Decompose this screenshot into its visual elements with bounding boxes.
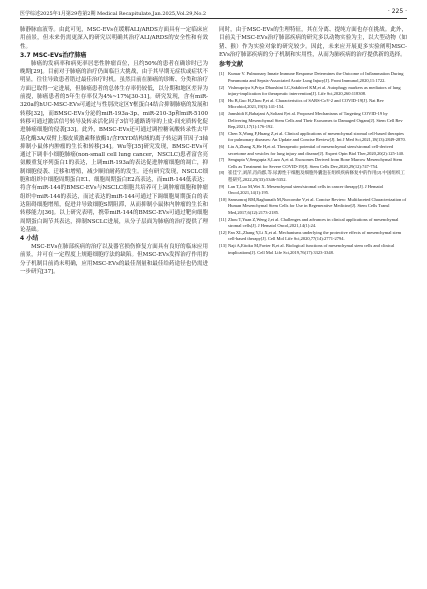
reference-item: [13] Naji A,Eitoku M,Favier B,et al. Biological functions of mesenchymal stem cells and clinical implications[J]. Cell Mol Life Sci,2019,76(17):3323-3348.: [219, 242, 395, 255]
section-3-7-title: 3.7 MSC-EVs治疗肺癌: [20, 51, 87, 59]
right-column: [219, 26, 407, 256]
reference-item: [2] Vishnupriya S,Priya Dharshini LC,Sakthivel KM,et al. Autophagy markers as mediators of lung injury-implication for therapeutic intervention[J]. Life Sci,2020,260:118308.: [219, 84, 401, 97]
reference-item: [9] Lan T,Luo M,Wei X. Mesenchymal stem/stromal cells in cancer therapy[J]. J Hematol Oncol,2021,14(1):195.: [219, 183, 384, 196]
reference-item: [4] Jamshidi E,Babajani A,Soltani P,et al. Proposed Mechanisms of Targeting COVID-19 by Delivering Mesenchymal Stem Cells and Their Exosomes to Damaged Organs[J]. Stem Cell Rev Rep,2021,17(1):176-192.: [219, 111, 403, 130]
reference-item: [1] Kumar V. Pulmonary Innate Immune Response Determines the Outcome of Inflammation During Pneumonia and Sepsis-Associated Acute Lung Injury[J]. Front Immunol,2020,11:1722.: [219, 71, 404, 84]
reference-item: [6] Liu A,Zhang X,He H,et al. Therapeutic potential of mesenchymal stem/stromal cell-derived secretome and vesicles for lung injury and disease[J]. Expert Opin Biol Ther,2020,20(2):125-140.: [219, 144, 405, 156]
references-title: 参考文献: [219, 61, 244, 69]
reference-item: [11] Zhou T,Yuan Z,Weng J,et al. Challenges and advances in clinical applications of mesenchymal stromal cells[J]. J Hematol Oncol,2021,14(1):24.: [219, 216, 399, 229]
paragraph-intro: 肺静脉血液等。由此可见，MSC-EVs在缓解ALI/ARDS方面具有一定临床应用前景，但未来仍需更深入的研究以明确其治疗ALI/ARDS的安全性和有效性。: [20, 27, 208, 50]
reference-item: [7] Sengupta V,Sengupta S,Lazo A,et al. Exosomes Derived from Bone Marrow Mesenchymal Stem Cells as Treatment for Severe COVID-19[J]. Stem Cells Dev,2020,29(12):747-754.: [219, 157, 403, 169]
paragraph-summary: MSC-EVs在肺部疾病的治疗以及器官损伤修复方面具有良好的临床应用前景，并可在一定程度上规避细胞疗法的缺陷。但MSC-EVs发挥治疗作用的分子机制目前尚未明确，应用MSC-EVs的最佳剂量和最佳给药途径也仍需进一步研究[37]。: [20, 244, 208, 276]
reference-item: [10] Samsonraj RM,Raghunath M,Nurcombe V,et al. Concise Review: Multifaceted Characterization of Human Mesenchymal Stem Cells for Use in Regenerative Medicine[J]. Stem Cells Transl Med,2017,6(12):2173-2185.: [219, 196, 407, 215]
paragraph-lung-cancer: 肺癌的发病率和病死率居恶性肿瘤首位，且约50%的患者在确诊时已为晚期[29]。目前对于肺癌的治疗仍面临巨大挑战，由于其早期无症状或症状不明显，往往导致患者错过最佳治疗时机。虽然目前在肺癌的诊断、分类和治疗方面已取得一定进展，但肺癌患者的总体生存率仍较低，以分期和地区差异为前提，肺癌患者的5年生存率仅为4%~17%[30-31]。研究发现，含有miR-320a的hUC-MSC-EVs可通过与性别决定区Y框蛋白4结合抑制肺癌的发展和转移[32]，而BMSC-EVs分泌的miR-193a-3p、miR-210-3p和miR-5100转移可通过激活信号转导及转录活化因子3信号通路诱导的上皮-间充质转化促进肺癌细胞的侵袭[33]。此外，BMSC-EVs还可通过调控糖氧酸转录性去甲基化酶3A/双臂上腺皮质激素释放酶1/含FXYD结构域的离子转运调节因子3轴抑制小鼠体内肿瘤的生长和转移[34]。Wu等[35]研究发现，BMSC-EVs可通过下调非小细胞肺癌(non-small cell lung cancer，NSCLC)患者富含亮氨酸重复序列蛋白1的表达，上调miR-193a的表达促进肿瘤细胞的凋亡，抑制细胞侵袭、迁移和增殖，减少顺铂耐药的发生。还有研究发现，NSCLC细胞和组织中细胞周期蛋白E1、细胞周期蛋白E2高表达，而miR-144低表达；将含有miR-144的BMSC-EVs与NSCLC细胞共培养可上调肿瘤细胞和肿瘤组织中miR-144的表达，而过表达的miR-144可通过下调细胞周期蛋白的表达阻碍细胞增殖，促进并导致细胞S期阻滞，从而抑制小鼠体内肿瘤的生长和转移能力[36]。以上研究表明，携带miR-144的BMSC-EVs可通过靶向细胞周期蛋白调节其表达，抑制NSCLC进展，从分子层面为肺癌的治疗提供了理论基础。: [20, 60, 208, 233]
section-4-title: 4 小结: [20, 235, 39, 243]
paragraph-summary-continued: 同时，由于MSC-EVs的生理特征，其在分离、提纯方面也存在挑战。此外，目前关于MSC-EVs治疗肺部疾病的研究多以动物实验为主，以大型动物（如猪、猴）作为实验对象的研究较少。因此，未来应开展更多实验阐明MSC-EVs治疗肺部疾病的分子机制和实用性，从而为肺疾病的治疗提供新的选择。: [219, 27, 407, 58]
page-number: · 225 ·: [387, 8, 407, 15]
reference-item: [5] Chen X,Wang F,Huang Z,et al. Clinical applications of mesenchymal stromal cell-based therapies for pulmonary diseases: An Update and Concise Review[J]. Int J Med Sci,2021,18(13):2849-2870.: [219, 130, 406, 143]
journal-citation: 医学综述2025年1月第29卷第2期 Medical Recapitulate,Jan.2025,Vol.29,No.2: [20, 11, 207, 17]
reference-list: [219, 71, 407, 256]
page-header: [20, 6, 407, 19]
reference-item: [8] 崔佳宁,刘萍,肖尚郡,等.尿源性干细胞及细胞外囊泡在组织疾病修复中的作用[J].中国组织工程研究,2022,25(33):5346-5352.: [219, 170, 405, 182]
reference-item: [3] Hu B,Guo H,Zhou P,et al. Characteristics of SARS-CoV-2 and COVID-19[J]. Nat Rev Microbiol,2021,19(3):141-154.: [219, 97, 384, 110]
left-column: [20, 26, 208, 276]
reference-item: [12] Fan XL,Zhang Y,Li X,et al. Mechanisms underlying the protective effects of mesenchymal stem cell-based therapy[J]. Cell Mol Life Sci,2020,77(14):2771-2794.: [219, 229, 402, 242]
